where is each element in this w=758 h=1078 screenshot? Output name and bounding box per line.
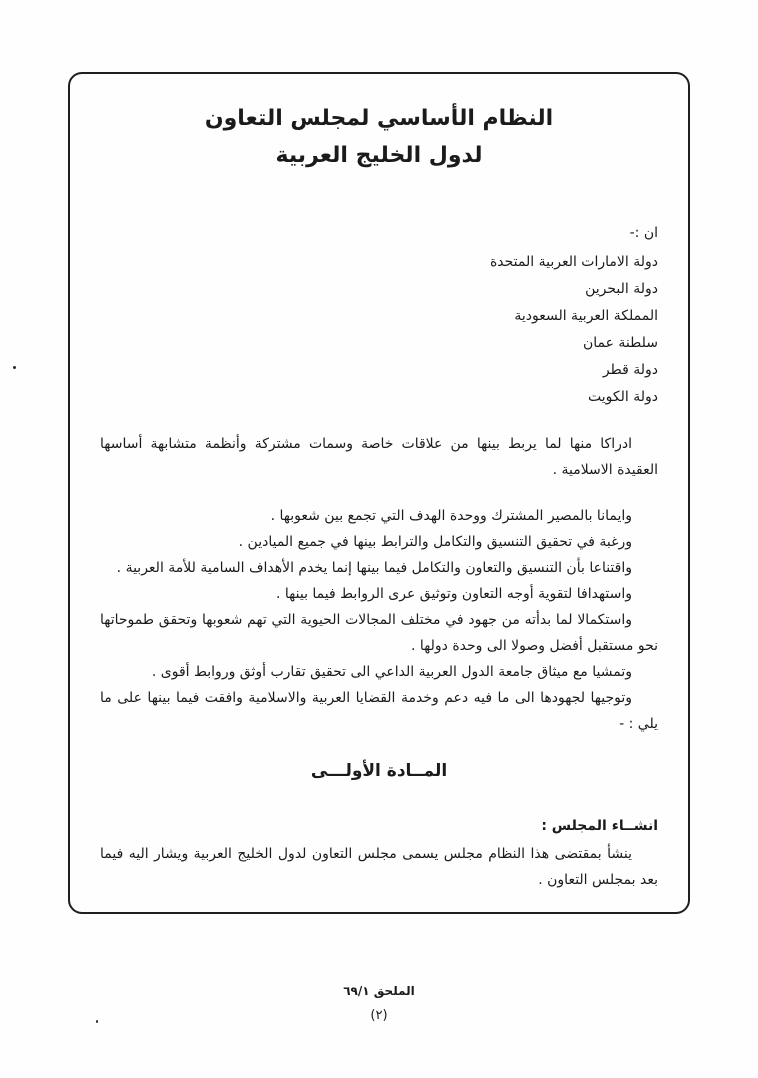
preamble-clause: واستكمالا لما بدأته من جهود في مختلف المجالات الحيوية التي تهم شعوبها وتحقق طموحاتها نحو مستقبل أفضل وصولا الى وحدة دولها . [100,612,658,654]
preamble-lead-paragraph: ادراكا منها لما يربط بينها من علاقات خاصة وسمات مشتركة وأنظمة متشابهة أساسها العقيدة الاسلامية . [100,436,658,478]
state-item-uae: دولة الامارات العربية المتحدة [489,254,658,270]
article-one-heading: المــادة الأولـــى [310,761,448,781]
article-body-text: ينشأ بمقتضى هذا النظام مجلس يسمى مجلس التعاون لدول الخليج العربية ويشار اليه فيما بعد بمجلس التعاون . [100,846,658,888]
preamble-clause: وتوجيها لجهودها الى ما فيه دعم وخدمة القضايا العربية والاسلامية وافقت فيما بينها على ما يلي : - [100,690,658,732]
title-line-1: النظام الأساسي لمجلس التعاون [204,106,554,131]
state-item-oman: سلطنة عمان [582,335,658,351]
intro-line: ان :- [629,225,658,241]
footer-page-number: (٢) [370,1008,388,1023]
preamble-clause: ورغبة في تحقيق التنسيق والتكامل والترابط بينها في جميع الميادين . [238,534,632,550]
state-item-saudi-arabia: المملكة العربية السعودية [514,308,658,324]
member-states-list [100,249,658,411]
title-line-2: لدول الخليج العربية [275,143,483,168]
preamble-clause: واقتناعا بأن التنسيق والتعاون والتكامل فيما بينها إنما يخدم الأهداف السامية للأمة العربية . [116,560,632,576]
article-subheading: انشــاء المجلس : [541,818,658,834]
preamble-clause: وايمانا بالمصير المشترك ووحدة الهدف التي تجمع بين شعوبها . [270,508,632,524]
scan-speck-1 [13,366,16,369]
state-item-bahrain: دولة البحرين [585,281,658,297]
preamble-clause: واستهدافا لتقوية أوجه التعاون وتوثيق عرى الروابط فيما بينها . [276,586,632,602]
state-item-qatar: دولة قطر [602,362,658,378]
footer-annex-ref: الملحق ٦٩/١ [343,984,415,998]
document-title [100,100,658,174]
preamble-clauses [100,503,658,737]
state-item-kuwait: دولة الكويت [588,389,658,405]
document-frame [68,72,690,914]
preamble-clause: وتمشيا مع ميثاق جامعة الدول العربية الداعي الى تحقيق تقارب أوثق وروابط أقوى . [151,664,632,680]
